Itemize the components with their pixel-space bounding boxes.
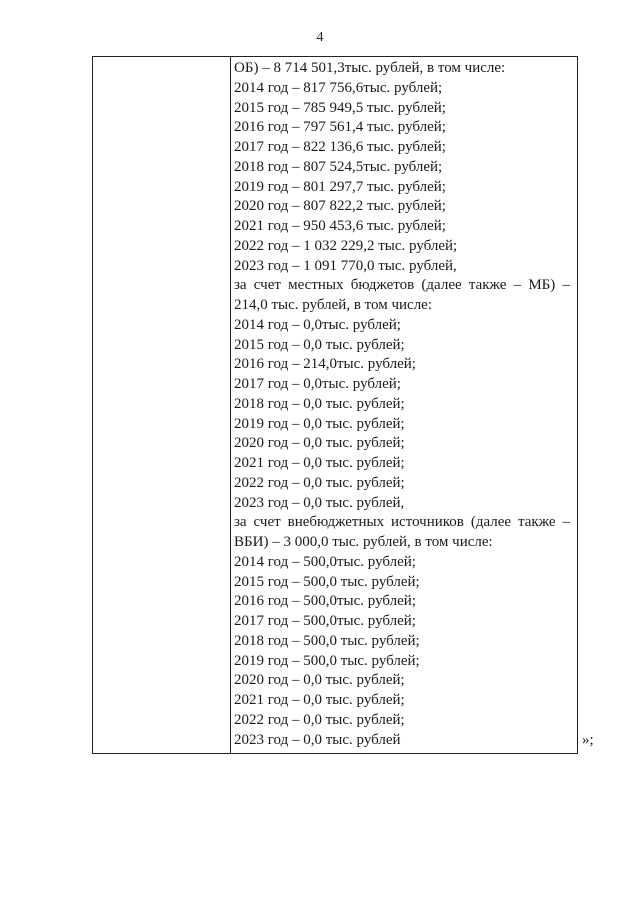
funding-line: 2022 год – 0,0 тыс. рублей; xyxy=(234,474,405,491)
funding-line: 2020 год – 807 822,2 тыс. рублей; xyxy=(234,198,446,215)
table-right-cell xyxy=(230,57,577,753)
funding-line: 2021 год – 0,0 тыс. рублей; xyxy=(234,692,405,708)
funding-line: 2014 год – 500,0тыс. рублей; xyxy=(234,553,416,570)
table-left-cell xyxy=(93,57,231,753)
funding-line: 2016 год – 214,0тыс. рублей; xyxy=(234,356,416,373)
funding-line: 2017 год – 500,0тыс. рублей; xyxy=(234,613,416,629)
funding-line: 2016 год – 797 561,4 тыс. рублей; xyxy=(234,119,446,136)
funding-line: 2014 год – 0,0тыс. рублей; xyxy=(234,316,401,333)
closing-quote-mark: »; xyxy=(582,732,594,748)
page-number: 4 xyxy=(316,30,324,45)
funding-line: ВБИ) – 3 000,0 тыс. рублей, в том числе: xyxy=(234,534,493,550)
funding-line: 2017 год – 822 136,6 тыс. рублей; xyxy=(234,139,446,155)
funding-line: 2018 год – 500,0 тыс. рублей; xyxy=(234,632,420,649)
funding-line: 2017 год – 0,0тыс. рублей; xyxy=(234,376,401,392)
funding-line: за счет местных бюджетов (далее также – МБ) – xyxy=(234,277,570,294)
funding-line: 2015 год – 500,0 тыс. рублей; xyxy=(234,573,420,590)
funding-line: 2020 год – 0,0 тыс. рублей; xyxy=(234,435,405,452)
funding-line: 2019 год – 0,0 тыс. рублей; xyxy=(234,415,405,432)
funding-line: 2023 год – 0,0 тыс. рублей xyxy=(234,731,401,748)
funding-line: 2019 год – 801 297,7 тыс. рублей; xyxy=(234,178,446,195)
funding-line: 2018 год – 807 524,5тыс. рублей; xyxy=(234,158,443,175)
funding-line: 2015 год – 785 949,5 тыс. рублей; xyxy=(234,99,446,116)
funding-line: 2014 год – 817 756,6тыс. рублей; xyxy=(234,79,443,96)
funding-line: 2022 год – 1 032 229,2 тыс. рублей; xyxy=(234,237,458,254)
funding-line: 2015 год – 0,0 тыс. рублей; xyxy=(234,336,405,353)
funding-table xyxy=(92,56,578,754)
funding-line: 214,0 тыс. рублей, в том числе: xyxy=(234,297,433,313)
funding-line: 2019 год – 500,0 тыс. рублей; xyxy=(234,652,420,669)
funding-line: ОБ) – 8 714 501,3тыс. рублей, в том числе: xyxy=(234,60,506,76)
funding-line: 2016 год – 500,0тыс. рублей; xyxy=(234,593,416,610)
funding-line: 2021 год – 0,0 тыс. рублей; xyxy=(234,455,405,471)
funding-line: 2023 год – 1 091 770,0 тыс. рублей, xyxy=(234,257,457,274)
funding-line: 2022 год – 0,0 тыс. рублей; xyxy=(234,711,405,728)
funding-line: 2018 год – 0,0 тыс. рублей; xyxy=(234,395,405,412)
funding-line: 2023 год – 0,0 тыс. рублей, xyxy=(234,494,405,511)
funding-line: 2020 год – 0,0 тыс. рублей; xyxy=(234,672,405,689)
funding-line: за счет внебюджетных источников (далее также – xyxy=(234,514,570,531)
funding-line: 2021 год – 950 453,6 тыс. рублей; xyxy=(234,218,446,234)
